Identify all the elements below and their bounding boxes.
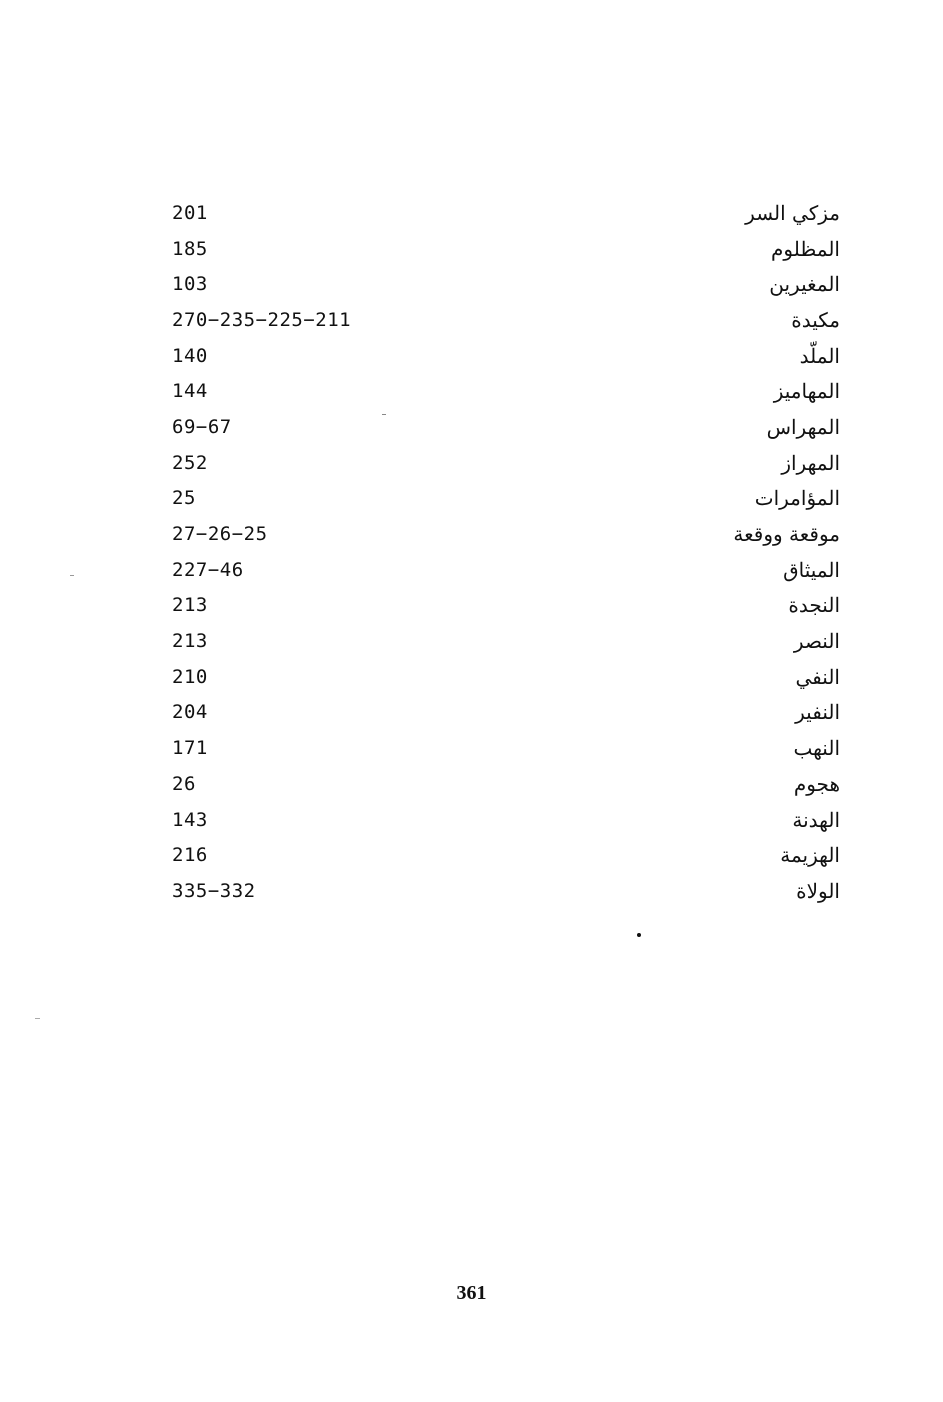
index-entry-pages: 26 bbox=[172, 772, 196, 795]
index-entry bbox=[172, 481, 840, 517]
index-entry bbox=[172, 231, 840, 267]
index-entry-pages: 143 bbox=[172, 808, 208, 831]
index-entry-pages: 144 bbox=[172, 380, 208, 403]
index-entry-pages: 185 bbox=[172, 237, 208, 260]
index-entry bbox=[172, 266, 840, 302]
index-entry-pages: 213 bbox=[172, 594, 208, 617]
index-entry-term: المهراز bbox=[781, 450, 840, 475]
index-entry-term: المغيرين bbox=[769, 272, 840, 297]
index-entry-term: الملّد bbox=[799, 343, 840, 368]
index-entry-pages: 213 bbox=[172, 630, 208, 653]
index-entry-pages: 201 bbox=[172, 201, 208, 224]
index-entry-pages: 69−67 bbox=[172, 415, 232, 438]
index-entry-pages: 140 bbox=[172, 344, 208, 367]
index-entry bbox=[172, 802, 840, 838]
index-entry-term: هجوم bbox=[793, 771, 840, 796]
page-number: 361 bbox=[456, 1282, 487, 1304]
index-entry-pages: 103 bbox=[172, 273, 208, 296]
scan-speck bbox=[70, 575, 74, 576]
index-entry-pages: 216 bbox=[172, 844, 208, 867]
index-entry-pages: 171 bbox=[172, 737, 208, 760]
index-entry-pages: 25 bbox=[172, 487, 196, 510]
index-entry bbox=[172, 659, 840, 695]
index-entry-term: المؤامرات bbox=[754, 486, 840, 511]
index-entry bbox=[172, 873, 840, 909]
index-entry-pages: 227−46 bbox=[172, 558, 244, 581]
index-entry-term: النفير bbox=[795, 700, 840, 725]
index-entry-pages: 27−26−25 bbox=[172, 523, 268, 546]
index-entry-term: الهزيمة bbox=[780, 843, 840, 868]
index-entry-term: مكيدة bbox=[791, 307, 840, 332]
index-entry-term: موقعة ووقعة bbox=[733, 522, 840, 547]
index-entry-pages: 252 bbox=[172, 451, 208, 474]
index-entry-pages: 270−235−225−211 bbox=[172, 308, 352, 331]
index-entry bbox=[172, 516, 840, 552]
index-entry-pages: 204 bbox=[172, 701, 208, 724]
index-entry bbox=[172, 195, 840, 231]
index-entry bbox=[172, 695, 840, 731]
index-entry bbox=[172, 588, 840, 624]
index-entry bbox=[172, 409, 840, 445]
scan-speck bbox=[382, 414, 386, 415]
index-entry-pages: 335−332 bbox=[172, 879, 256, 902]
index-entry-term: الميثاق bbox=[783, 557, 840, 582]
index-entry bbox=[172, 730, 840, 766]
index-entry-term: مزكي السر bbox=[745, 200, 840, 225]
index-entry-term: النصر bbox=[793, 629, 840, 654]
index-entry bbox=[172, 837, 840, 873]
index-entry-term: الولاة bbox=[796, 878, 840, 903]
index-entry bbox=[172, 302, 840, 338]
index-entry bbox=[172, 552, 840, 588]
index-entry-term: المهاميز bbox=[773, 379, 840, 404]
index-entry bbox=[172, 623, 840, 659]
index-list bbox=[172, 195, 840, 909]
index-entry-term: النفي bbox=[795, 664, 840, 689]
index-entry bbox=[172, 445, 840, 481]
index-entry-term: المهراس bbox=[766, 414, 840, 439]
index-entry bbox=[172, 373, 840, 409]
index-entry bbox=[172, 766, 840, 802]
index-entry-term: المظلوم bbox=[771, 236, 840, 261]
index-entry-term: النهب bbox=[793, 736, 840, 761]
index-entry-term: الهدنة bbox=[792, 807, 840, 832]
index-entry-term: النجدة bbox=[788, 593, 840, 618]
scan-speck bbox=[35, 1018, 40, 1019]
index-entry bbox=[172, 338, 840, 374]
scan-speck bbox=[637, 933, 641, 937]
index-entry-pages: 210 bbox=[172, 665, 208, 688]
